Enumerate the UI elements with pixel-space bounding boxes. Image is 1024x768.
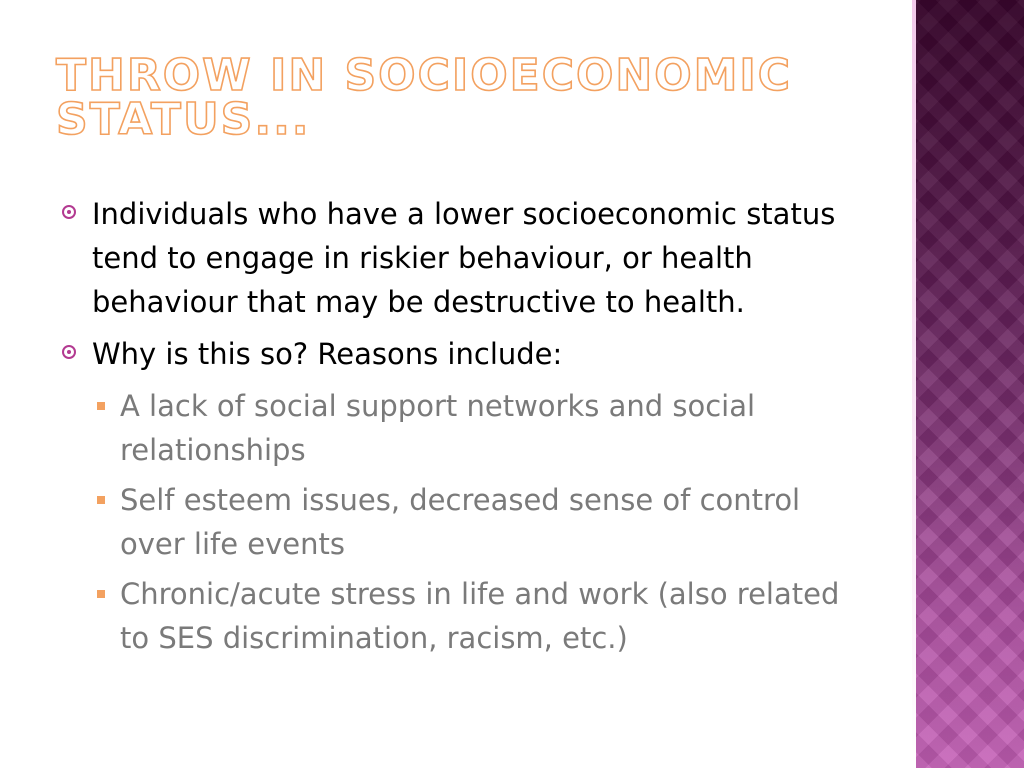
square-bullet-icon (97, 402, 105, 410)
square-bullet-icon (97, 590, 105, 598)
slide-title: THROW IN SOCIOECONOMIC STATUS... (56, 50, 793, 145)
reasons-sub-list (58, 384, 858, 660)
bullet-item-lower-ses (58, 192, 858, 324)
bullet-item-why (58, 332, 858, 376)
sub-bullet-self-esteem (92, 478, 858, 566)
target-bullet-icon (62, 205, 76, 219)
target-bullet-icon (62, 345, 76, 359)
slide-content (58, 192, 858, 666)
sub-bullet-social-support (92, 384, 858, 472)
sub-bullet-text: Self esteem issues, decreased sense of control over life events (120, 483, 801, 561)
square-bullet-icon (97, 496, 105, 504)
decorative-side-band (912, 0, 1024, 768)
sub-bullet-stress (92, 572, 858, 660)
sub-bullet-text: A lack of social support networks and social relationships (120, 389, 756, 467)
bullet-text: Why is this so? Reasons include: (92, 337, 563, 371)
bullet-text: Individuals who have a lower socioeconomic status tend to engage in riskier behaviour, or health behaviour that may be destructive to health. (92, 197, 836, 319)
sub-bullet-text: Chronic/acute stress in life and work (also related to SES discrimination, racism, etc.) (120, 577, 840, 655)
